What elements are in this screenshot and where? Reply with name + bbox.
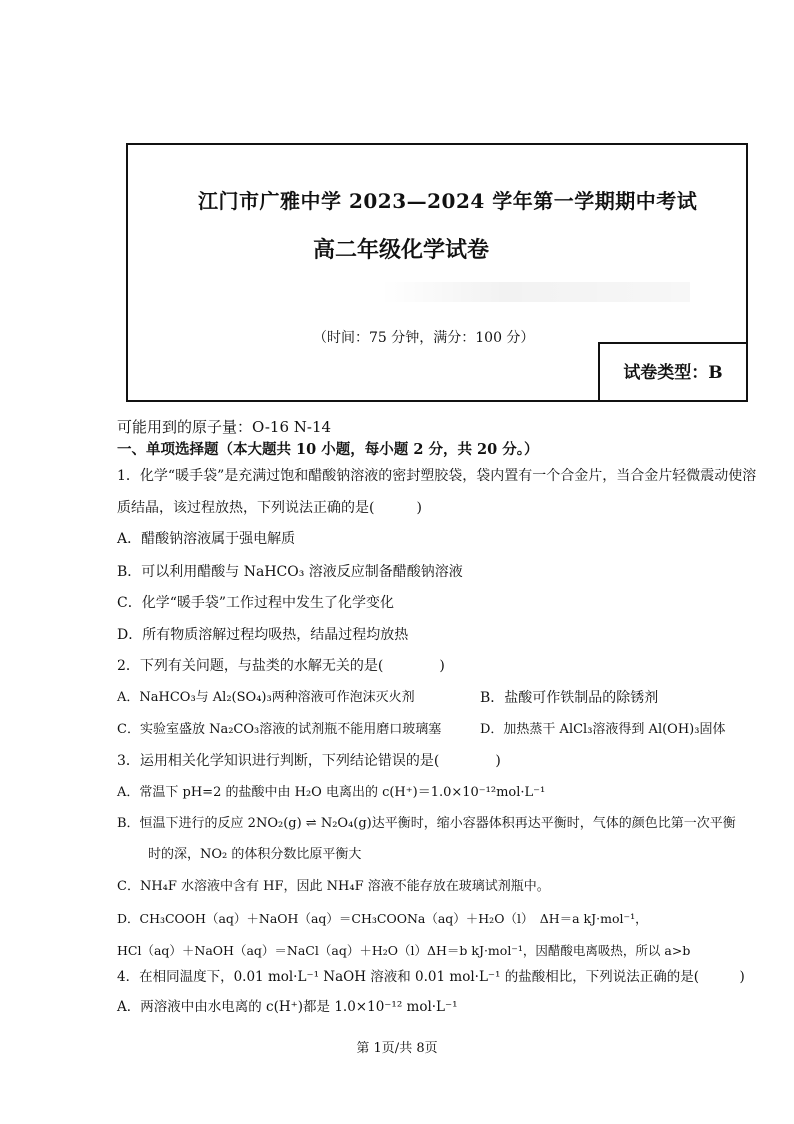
scan-smudge — [380, 282, 690, 302]
q4-stem: 4．在相同温度下，0.01 mol·L⁻¹ NaOH 溶液和 0.01 mol·L⁻¹ 的盐酸相比，下列说法正确的是( ) — [117, 969, 745, 985]
q2-option-a: A．NaHCO₃与 Al₂(SO₄)₃两种溶液可作泡沫灭火剂 — [117, 690, 415, 705]
q2-stem: 2．下列有关问题，与盐类的水解无关的是( ) — [117, 658, 445, 674]
exam-time-score: （时间：75 分钟，满分：100 分） — [313, 330, 535, 346]
q2-option-c: C．实验室盛放 Na₂CO₃溶液的试剂瓶不能用磨口玻璃塞 — [117, 722, 442, 737]
q3-stem: 3．运用相关化学知识进行判断，下列结论错误的是( ) — [117, 753, 501, 769]
q1-stem-line2: 质结晶，该过程放热，下列说法正确的是( ) — [117, 500, 422, 516]
section-heading: 一、单项选择题（本大题共 10 小题，每小题 2 分，共 20 分。） — [117, 441, 539, 458]
exam-subtitle: 高二年级化学试卷 — [313, 237, 490, 263]
q1-option-d: D．所有物质溶解过程均吸热，结晶过程均放热 — [117, 627, 409, 643]
q3-option-a: A．常温下 pH=2 的盐酸中由 H₂O 电离出的 c(H⁺)＝1.0×10⁻¹²mol·L⁻¹ — [117, 785, 546, 800]
q1-option-a: A．醋酸钠溶液属于强电解质 — [117, 531, 296, 547]
q1-option-c: C．化学“暖手袋”工作过程中发生了化学变化 — [117, 595, 395, 611]
q1-stem-line1: 1．化学“暖手袋”是充满过饱和醋酸钠溶液的密封塑胶袋，袋内置有一个合金片，当合金片轻微震动使溶 — [117, 468, 757, 484]
page-footer: 第 1页/共 8页 — [356, 1041, 438, 1056]
exam-header-box — [126, 143, 748, 402]
q1-option-b: B．可以利用醋酸与 NaHCO₃ 溶液反应制备醋酸钠溶液 — [117, 564, 463, 580]
q2-option-d: D．加热蒸干 AlCl₃溶液得到 Al(OH)₃固体 — [480, 722, 726, 737]
q3-option-c: C．NH₄F 水溶液中含有 HF，因此 NH₄F 溶液不能存放在玻璃试剂瓶中。 — [117, 879, 550, 894]
atomic-masses: 可能用到的原子量：O-16 N-14 — [117, 418, 332, 436]
q3-option-d-line1: D．CH₃COOH（aq）＋NaOH（aq）＝CH₃COONa（aq）＋H₂O（l） ΔH＝a kJ·mol⁻¹， — [117, 911, 648, 926]
q2-option-b: B．盐酸可作铁制品的除锈剂 — [480, 690, 659, 706]
q3-option-b-line1: B．恒温下进行的反应 2NO₂(g) ⇌ N₂O₄(g)达平衡时，缩小容器体积再达平衡时，气体的颜色比第一次平衡 — [117, 816, 736, 831]
q4-option-a: A．两溶液中由水电离的 c(H⁺)都是 1.0×10⁻¹² mol·L⁻¹ — [117, 999, 458, 1015]
q3-option-d-line2: HCl（aq）＋NaOH（aq）＝NaCl（aq）＋H₂O（l）ΔH＝b kJ·mol⁻¹，因醋酸电离吸热，所以 a>b — [117, 943, 691, 958]
paper-type-box: 试卷类型：B — [598, 342, 748, 402]
q3-option-b-line2: 时的深，NO₂ 的体积分数比原平衡大 — [148, 847, 362, 862]
exam-title: 江门市广雅中学 2023—2024 学年第一学期期中考试 — [198, 189, 698, 213]
